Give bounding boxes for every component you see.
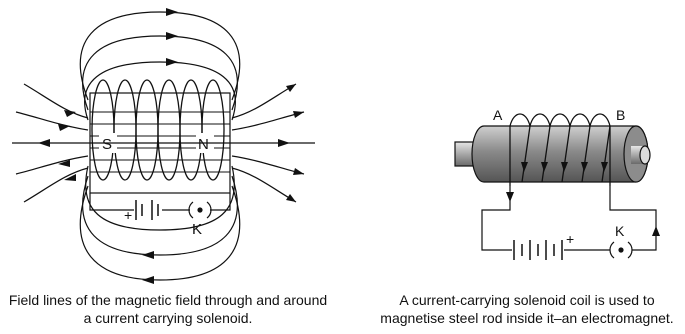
end-a-label: A — [493, 107, 503, 123]
arrow-icon — [38, 139, 50, 147]
battery-plus-sign: + — [124, 207, 133, 223]
end-b-label: B — [616, 107, 626, 123]
right-battery — [514, 240, 562, 260]
left-battery — [136, 200, 158, 220]
steel-rod-body — [472, 126, 648, 182]
left-caption: Field lines of the magnetic field through and around a current carrying solenoid. — [8, 292, 328, 326]
left-key-switch — [189, 202, 211, 218]
solenoid-field-diagram — [12, 8, 315, 284]
arrow-icon — [506, 192, 514, 202]
arrow-icon — [278, 139, 290, 147]
key-label-right: K — [615, 223, 625, 239]
north-pole-label: N — [198, 136, 209, 153]
battery-plus-sign-right: + — [566, 231, 575, 247]
left-circuit — [90, 193, 230, 210]
arrow-icon — [652, 226, 660, 236]
right-caption: A current-carrying solenoid coil is used to magnetise steel rod inside it–an electromagnet. — [380, 292, 674, 326]
key-label-left: K — [192, 221, 203, 238]
electromagnet-diagram — [455, 114, 660, 260]
right-key-switch — [610, 242, 632, 258]
south-pole-label: S — [102, 136, 113, 153]
